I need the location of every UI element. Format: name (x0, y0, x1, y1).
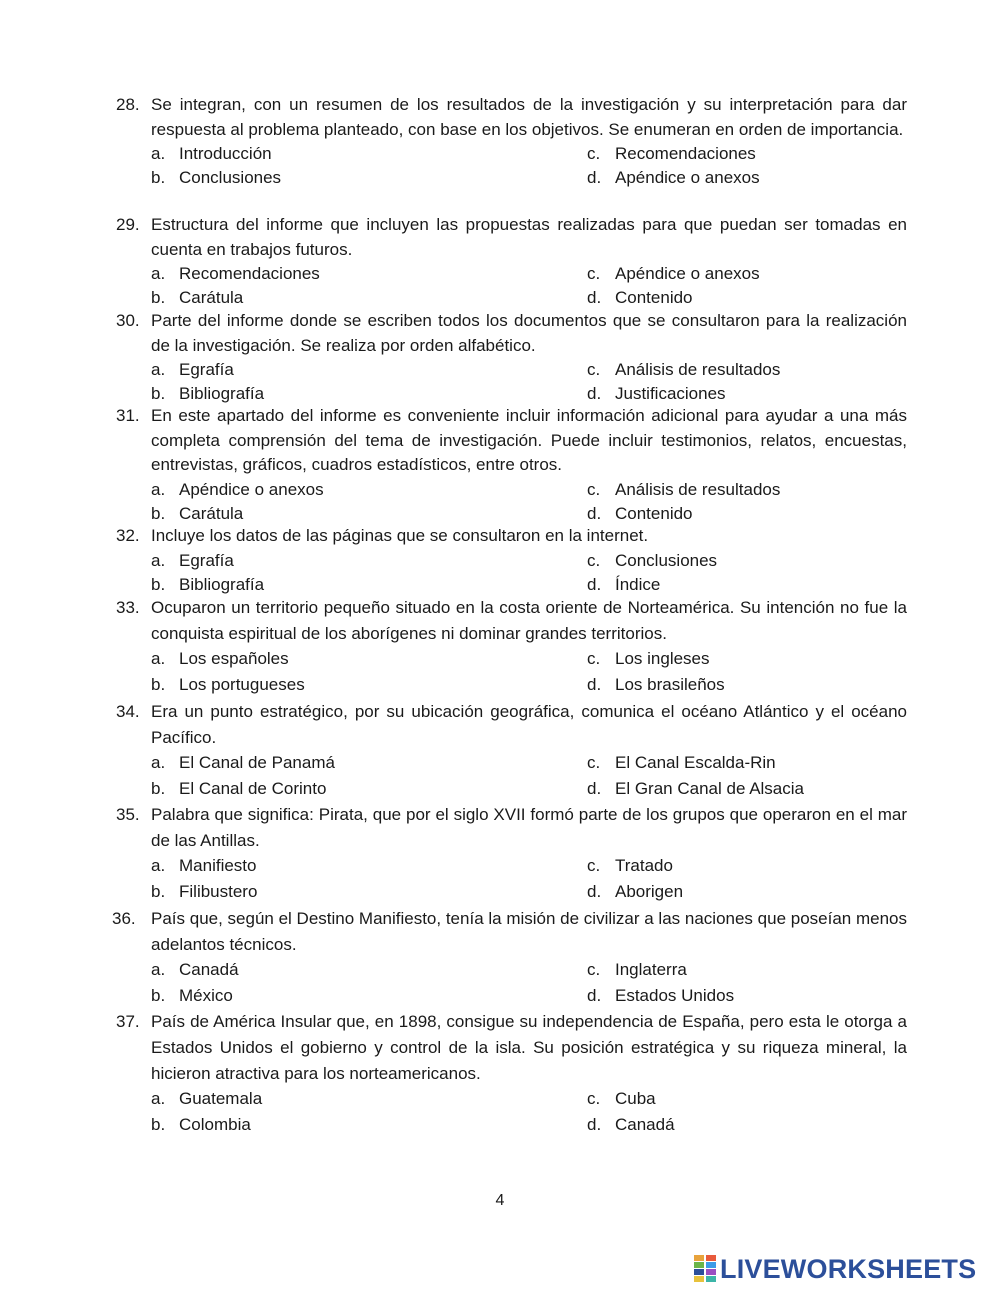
option-label: Justificaciones (615, 384, 726, 403)
option-a[interactable]: a. Recomendaciones (151, 264, 320, 283)
option-label: Cuba (615, 1089, 656, 1108)
option-a[interactable]: a. Los españoles (151, 649, 289, 668)
option-group (151, 854, 907, 906)
option-label: Filibustero (179, 882, 258, 901)
option-label: México (179, 986, 233, 1005)
question-text: País que, según el Destino Manifiesto, tenía la misión de civilizar a las naciones que poseían menos adelantos técnicos. (151, 909, 907, 954)
option-a[interactable]: a. Apéndice o anexos (151, 479, 324, 499)
option-a[interactable]: a. Egrafía (151, 550, 234, 570)
option-label: Bibliografía (179, 384, 265, 403)
option-b[interactable]: b. Colombia (151, 1115, 251, 1134)
question-number: 29. (116, 215, 140, 234)
option-d[interactable]: d. Índice (587, 574, 661, 594)
option-label: Los ingleses (615, 649, 710, 668)
option-label: Egrafía (179, 360, 234, 379)
option-group (151, 358, 907, 406)
option-group (151, 751, 907, 803)
option-label: Recomendaciones (615, 144, 756, 163)
option-label: El Gran Canal de Alsacia (615, 779, 804, 798)
option-d[interactable]: d. Justificaciones (587, 384, 726, 403)
option-b[interactable]: b. Filibustero (151, 882, 258, 901)
option-label: Canadá (179, 960, 239, 979)
question-text: Se integran, con un resumen de los resultados de la investigación y su interpretación para dar respuesta al problema planteado, con base en los objetivos. Se enumeran en orden de importancia. (151, 95, 907, 139)
option-label: Guatemala (179, 1089, 263, 1108)
option-group (151, 262, 907, 310)
question-text: Era un punto estratégico, por su ubicación geográfica, comunica el océano Atlántico y el océano Pacífico. (151, 702, 907, 747)
question-text: En este apartado del informe es conveniente incluir información adicional para ayudar a una más completa comprensión del tema de investigación. Puede incluir testimonios, relatos, encuestas, entrevistas, gráficos, cuadros estadísticos, entre otros. (151, 406, 907, 474)
option-label: Los españoles (179, 649, 289, 668)
option-label: Los brasileños (615, 675, 725, 694)
option-group (151, 647, 907, 699)
question-number: 32. (116, 526, 140, 545)
question-text: Incluye los datos de las páginas que se consultaron en la internet. (151, 526, 649, 545)
question-29 (116, 213, 907, 310)
question-text: País de América Insular que, en 1898, consigue su independencia de España, pero esta le otorga a Estados Unidos el gobierno y control de la isla. Su posición estratégica y su riqueza mineral, la hicieron atractiva para los norteamericanos. (151, 1012, 907, 1083)
question-37 (116, 1009, 907, 1139)
option-c[interactable]: c. Tratado (587, 856, 673, 875)
option-label: Índice (615, 574, 661, 594)
option-label: Apéndice o anexos (615, 168, 760, 187)
question-number: 35. (116, 805, 140, 824)
option-b[interactable]: b. México (151, 986, 233, 1005)
option-c[interactable]: c. Conclusiones (587, 550, 718, 570)
option-a[interactable]: a. Egrafía (151, 360, 234, 379)
option-a[interactable]: a. Manifiesto (151, 856, 257, 875)
question-31 (116, 404, 907, 526)
question-36 (112, 906, 907, 1010)
option-label: Análisis de resultados (615, 479, 781, 499)
option-group (151, 478, 907, 526)
option-label: Apéndice o anexos (179, 479, 324, 499)
option-d[interactable]: d. Los brasileños (587, 675, 725, 694)
option-b[interactable]: b. Los portugueses (151, 675, 305, 694)
option-label: El Canal de Panamá (179, 753, 335, 772)
option-d[interactable]: d. Contenido (587, 503, 693, 523)
option-d[interactable]: d. Contenido (587, 288, 693, 307)
question-number: 30. (116, 311, 140, 330)
option-d[interactable]: d. Canadá (587, 1115, 675, 1134)
question-number: 28. (116, 95, 140, 114)
option-label: Colombia (179, 1115, 251, 1134)
option-label: Tratado (615, 856, 673, 875)
option-label: Carátula (179, 288, 244, 307)
option-label: El Canal de Corinto (179, 779, 327, 798)
option-group (151, 958, 907, 1010)
question-number: 34. (116, 702, 140, 721)
option-c[interactable]: c. Apéndice o anexos (587, 264, 760, 283)
option-d[interactable]: d. Estados Unidos (587, 986, 735, 1005)
question-number: 36. (112, 909, 136, 928)
question-text: Palabra que significa: Pirata, que por el siglo XVII formó parte de los grupos que operaron en el mar de las Antillas. (151, 805, 907, 850)
liveworksheets-logo-icon (694, 1255, 716, 1283)
option-d[interactable]: d. Aborigen (587, 882, 684, 901)
option-d[interactable]: d. El Gran Canal de Alsacia (587, 779, 804, 798)
option-label: Carátula (179, 503, 244, 523)
option-label: Contenido (615, 503, 693, 523)
option-a[interactable]: a. Introducción (151, 144, 272, 163)
option-group (151, 1087, 907, 1139)
option-c[interactable]: c. Análisis de resultados (587, 479, 781, 499)
option-c[interactable]: c. Los ingleses (587, 649, 710, 668)
option-label: Introducción (179, 144, 272, 163)
question-28 (116, 93, 907, 190)
option-label: Canadá (615, 1115, 675, 1134)
option-c[interactable]: c. El Canal Escalda-Rin (587, 753, 776, 772)
option-label: El Canal Escalda-Rin (615, 753, 776, 772)
option-label: Manifiesto (179, 856, 257, 875)
brand-text: LIVEWORKSHEETS (720, 1253, 977, 1284)
option-b[interactable]: b. Bibliografía (151, 574, 265, 594)
option-label: Recomendaciones (179, 264, 320, 283)
question-number: 33. (116, 598, 140, 617)
option-label: Estados Unidos (615, 986, 735, 1005)
question-text: Ocuparon un territorio pequeño situado en la costa oriente de Norteamérica. Su intención no fue la conquista espiritual de los aborígenes ni dominar grandes territorios. (151, 598, 907, 643)
option-label: Egrafía (179, 550, 234, 570)
question-text: Parte del informe donde se escriben todos los documentos que se consultaron para la realización de la investigación. Se realiza por orden alfabético. (151, 311, 907, 355)
question-number: 37. (116, 1012, 140, 1031)
question-30 (116, 309, 907, 406)
option-b[interactable]: b. Bibliografía (151, 384, 265, 403)
page-number: 4 (495, 1192, 505, 1209)
option-label: Contenido (615, 288, 693, 307)
option-group (151, 142, 907, 190)
option-label: Apéndice o anexos (615, 264, 760, 283)
option-group (151, 549, 907, 597)
question-34 (116, 699, 907, 803)
option-label: Inglaterra (615, 960, 687, 979)
option-a[interactable]: a. El Canal de Panamá (151, 753, 335, 772)
option-label: Conclusiones (179, 168, 282, 187)
question-32 (116, 524, 907, 597)
option-label: Bibliografía (179, 574, 265, 594)
option-a[interactable]: a. Guatemala (151, 1089, 263, 1108)
option-label: Los portugueses (179, 675, 305, 694)
option-d[interactable]: d. Apéndice o anexos (587, 168, 760, 187)
option-a[interactable]: a. Canadá (151, 960, 239, 979)
question-number: 31. (116, 406, 140, 425)
option-c[interactable]: c. Recomendaciones (587, 144, 756, 163)
option-b[interactable]: b. Carátula (151, 503, 244, 523)
question-33 (116, 595, 907, 699)
question-text: Estructura del informe que incluyen las propuestas realizadas para que puedan ser tomadas en cuenta en trabajos futuros. (151, 215, 907, 259)
option-b[interactable]: b. El Canal de Corinto (151, 779, 327, 798)
option-label: Conclusiones (615, 550, 718, 570)
option-c[interactable]: c. Cuba (587, 1089, 656, 1108)
option-c[interactable]: c. Análisis de resultados (587, 360, 781, 379)
brand-footer[interactable] (694, 1252, 994, 1286)
option-c[interactable]: c. Inglaterra (587, 960, 687, 979)
option-b[interactable]: b. Conclusiones (151, 168, 282, 187)
option-b[interactable]: b. Carátula (151, 288, 244, 307)
question-35 (116, 802, 907, 906)
option-label: Análisis de resultados (615, 360, 781, 379)
option-label: Aborigen (615, 882, 684, 901)
